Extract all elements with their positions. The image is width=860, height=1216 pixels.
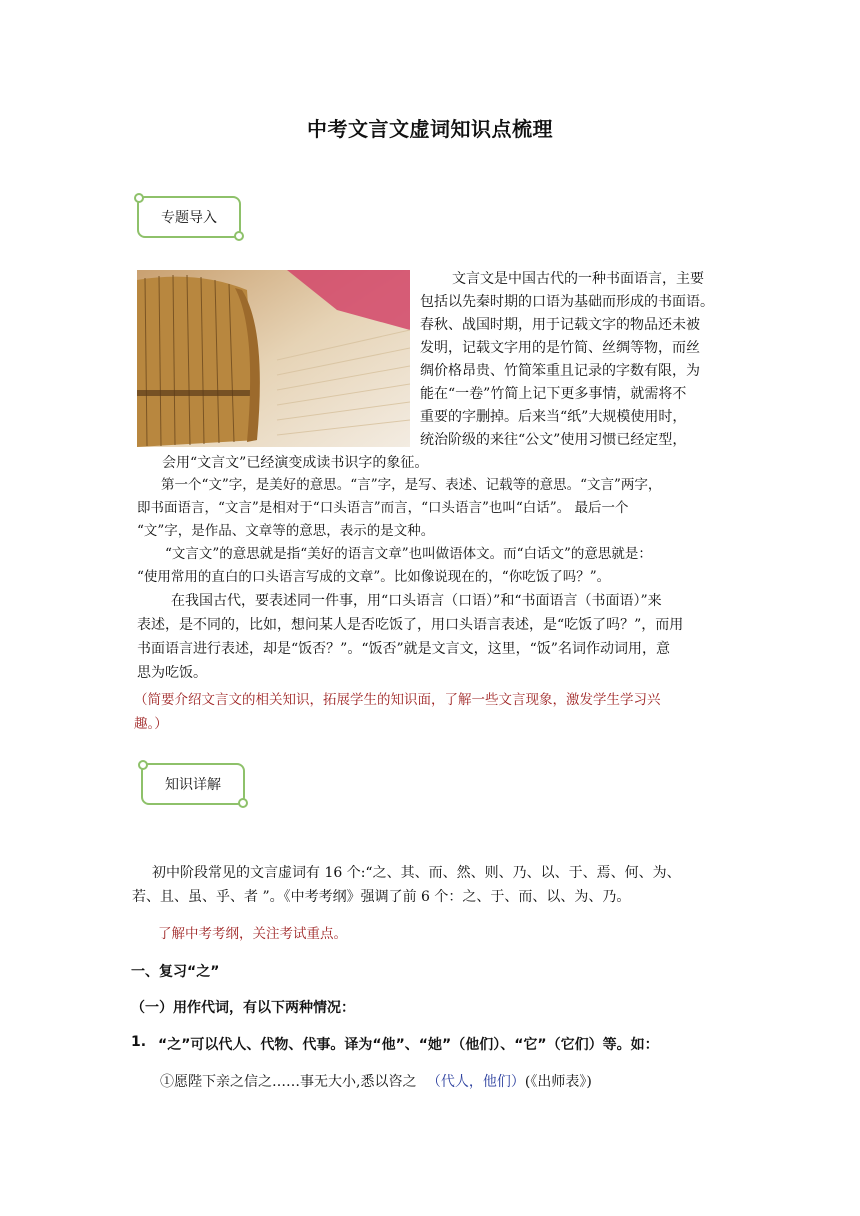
paragraph-line: 在我国古代，要表述同一件事，用“口头语言（口语）”和“书面语言（书面语）”来 <box>171 593 662 609</box>
section-label-detail-text: 知识详解 <box>165 777 221 793</box>
intro-line: 包括以先秦时期的口语为基础而形成的书面语。 <box>420 294 714 310</box>
intro-line: 统治阶级的来往“公文”使用习惯已经定型， <box>420 432 687 448</box>
paragraph-line: 第一个“文”字，是美好的意思。“言”字，是写、表述、记载等的意思。“文言”两字， <box>161 477 662 493</box>
heading-review-zhi: 一、复习“之” <box>131 964 220 980</box>
intro-line-9: 会用“文言文”已经演变成读书识字的象征。 <box>162 455 429 471</box>
item-1-text: “之”可以代人、代物、代事。译为“他”、“她”（他们）、“它”（它们）等。如： <box>158 1037 659 1053</box>
section-label-detail <box>141 763 245 805</box>
heading-pronoun-usage: （一）用作代词，有以下两种情况： <box>131 1000 355 1016</box>
section-label-intro <box>137 196 241 238</box>
note-line: 趣。） <box>134 716 168 732</box>
detail-paragraph-1 <box>132 861 737 909</box>
bamboo-slips-image <box>137 270 410 447</box>
intro-paragraph-4 <box>137 589 737 685</box>
intro-line: 绸价格昂贵、竹简笨重且记录的字数有限，为 <box>420 363 700 379</box>
page-title: 中考文言文虚词知识点梳理 <box>307 117 553 141</box>
intro-wrap-text <box>420 268 740 452</box>
item-number-1: 1. <box>131 1034 147 1050</box>
paragraph-line: “使用常用的直白的口头语言写成的文章”。比如像说现在的，“你吃饭了吗？”。 <box>137 569 611 585</box>
intro-teaching-note <box>134 688 739 736</box>
example-source: (《出师表》) <box>524 1074 592 1090</box>
paragraph-line: “文言文”的意思就是指“美好的语言文章”也叫做语体文。而“白话文”的意思就是： <box>165 546 652 562</box>
detail-exam-note: 了解中考考纲，关注考试重点。 <box>158 926 347 942</box>
example-line-1 <box>160 1071 592 1094</box>
paragraph-line: 若、且、虽、乎、者 ”。《中考考纲》强调了前 6 个：之、于、而、以、为、乃。 <box>132 889 631 905</box>
paragraph-line: “文”字，是作品、文章等的意思，表示的是文种。 <box>137 523 435 539</box>
intro-paragraph-2 <box>137 474 737 543</box>
note-line: （简要介绍文言文的相关知识，拓展学生的知识面，了解一些文言现象，激发学生学习兴 <box>134 692 661 708</box>
paragraph-line: 初中阶段常见的文言虚词有 16 个:“之、其、而、然、则、乃、以、于、焉、何、为、 <box>152 865 681 881</box>
intro-line: 重要的字删掉。后来当“纸”大规模使用时， <box>420 409 687 425</box>
example-text: ①愿陛下亲之信之……事无大小,悉以咨之 <box>160 1074 417 1090</box>
paragraph-line: 表述，是不同的，比如，想问某人是否吃饭了，用口头语言表述，是“吃饭了吗？”，而用 <box>137 617 684 633</box>
bamboo-slips-illustration <box>137 270 410 447</box>
intro-line: 发明，记载文字用的是竹简、丝绸等物，而丝 <box>420 340 700 356</box>
paragraph-line: 即书面语言，“文言”是相对于“口头语言”而言，“口头语言”也叫“白话”。 最后一个 <box>137 500 629 516</box>
paragraph-line: 思为吃饭。 <box>137 665 207 681</box>
intro-line: 文言文是中国古代的一种书面语言，主要 <box>452 271 704 287</box>
paragraph-line: 书面语言进行表述，却是“饭否？”。“饭否”就是文言文，这里，“饭”名词作动词用，意 <box>137 641 670 657</box>
intro-line: 能在“一卷”竹简上记下更多事情，就需将不 <box>420 386 687 402</box>
example-annotation: （代人，他们） <box>426 1074 525 1090</box>
intro-line: 春秋、战国时期，用于记载文字的物品还未被 <box>420 317 700 333</box>
section-label-intro-text: 专题导入 <box>161 210 217 226</box>
intro-paragraph-3 <box>137 543 737 589</box>
